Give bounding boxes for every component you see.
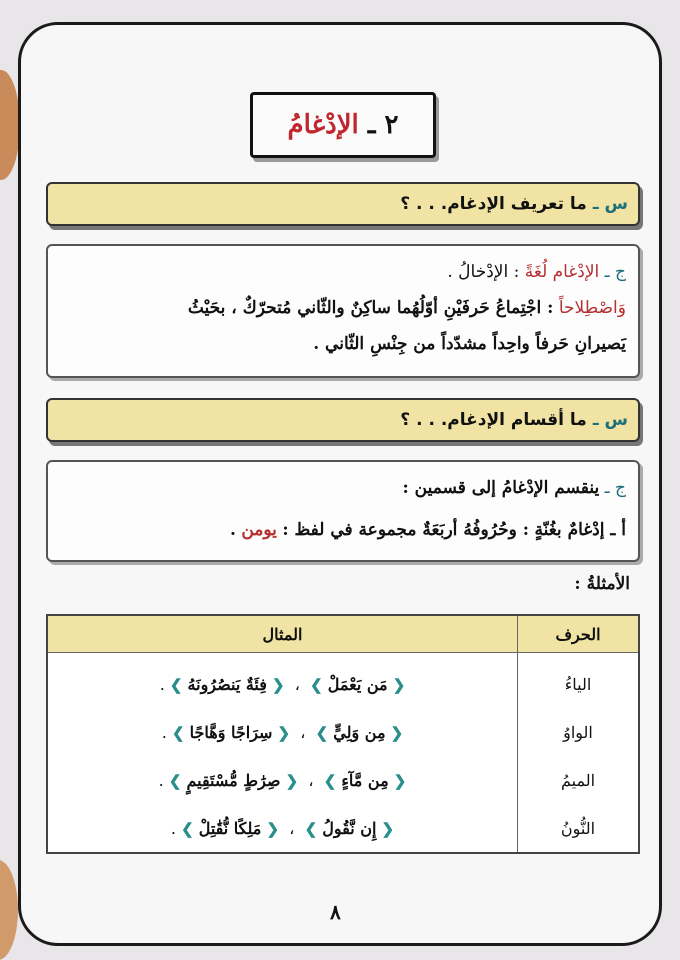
example-word: سِرَاجًا وَهَّاجًا xyxy=(189,722,273,742)
row-examples: ❮ إِن نَّقُولُ ❯ ، ❮ مَلِكًا نُّقَٰتِلْ ❯ . xyxy=(170,818,395,838)
example-word: إِن نَّقُولُ xyxy=(322,818,377,838)
ornament-close-icon: ❯ xyxy=(171,723,185,742)
technical-term: وَاصْطِلاحاً xyxy=(558,298,626,318)
question-box xyxy=(46,398,640,442)
linguistic-term: الإدْغام لُغَةً xyxy=(524,262,600,282)
ornament-close-icon: ❯ xyxy=(304,819,318,838)
header-letter: الحرف xyxy=(518,615,640,653)
question-text: ما أقسام الإدغام. . . ؟ xyxy=(400,410,587,430)
table-row xyxy=(47,653,639,709)
answer-box xyxy=(46,460,640,562)
examples-label: الأمثلةُ : xyxy=(574,574,630,594)
finger xyxy=(0,860,18,960)
line-end: . xyxy=(230,520,236,540)
letters-word: يومن xyxy=(241,520,277,540)
answer-box xyxy=(46,244,640,378)
answer-line xyxy=(60,470,626,506)
answer-intro: ينقسم الإدْغامُ إلى قسمين : xyxy=(402,478,600,498)
header-example: المثال xyxy=(47,615,518,653)
ornament-open-icon: ❮ xyxy=(390,723,404,742)
answer-line xyxy=(60,512,626,548)
answer-line xyxy=(60,290,626,326)
row-letter: الميمُ xyxy=(518,756,640,804)
table-row xyxy=(47,708,639,756)
answer-prefix: ج ـ xyxy=(604,478,626,498)
linguistic-definition: : الإدْخالُ . xyxy=(447,262,520,282)
section-title xyxy=(250,92,436,158)
technical-definition-cont: يَصيرانِ حَرفاً واحِداً مشدّداً من جِنْسِ الثّاني . xyxy=(313,334,626,354)
answer-line xyxy=(60,326,626,362)
table-row xyxy=(47,756,639,804)
category-text: : وحُرُوفُهُ أربَعَةٌ مجموعة في لفظ : xyxy=(282,520,530,540)
ornament-open-icon: ❮ xyxy=(381,819,395,838)
section-number: ٢ ـ xyxy=(367,110,399,140)
section-heading: الإدْغامُ xyxy=(287,110,359,140)
table-row xyxy=(47,804,639,853)
question-prefix: س ـ xyxy=(592,410,628,430)
question-text: ما تعريف الإدغام. . . ؟ xyxy=(400,194,587,214)
example-word: مِن مَّآءٍ xyxy=(341,770,389,790)
row-examples: ❮ مَن يَعْمَلْ ❯ ، ❮ فِئَةٌ يَنصُرُونَهُ ❯ . xyxy=(159,674,406,694)
row-examples: ❮ مِن وَلِيٍّ ❯ ، ❮ سِرَاجًا وَهَّاجًا ❯ . xyxy=(161,722,404,742)
technical-definition: : اجْتِماعُ حَرفَيْنِ أوّلُهُما ساكِنٌ والثّاني مُتحرّكٌ ، بحَيْثُ xyxy=(187,298,554,318)
question-prefix: س ـ xyxy=(592,194,628,214)
answer-prefix: ج ـ xyxy=(604,262,626,282)
ornament-open-icon: ❮ xyxy=(393,771,407,790)
category-label: أ ـ إدْغامٌ بغُنّةٍ xyxy=(534,520,626,540)
row-letter: الواوُ xyxy=(518,708,640,756)
ornament-close-icon: ❯ xyxy=(310,675,323,694)
example-word: مِن وَلِيٍّ xyxy=(333,722,386,742)
question-box xyxy=(46,182,640,226)
ornament-open-icon: ❮ xyxy=(266,819,280,838)
answer-line xyxy=(60,254,626,290)
ornament-open-icon: ❮ xyxy=(392,675,406,694)
ornament-close-icon: ❯ xyxy=(181,819,194,838)
example-word: مَن يَعْمَلْ xyxy=(327,674,388,694)
row-letter: النُّونُ xyxy=(518,804,640,853)
ornament-close-icon: ❯ xyxy=(169,675,183,694)
ornament-open-icon: ❮ xyxy=(272,675,285,694)
example-word: صِرَٰطٍ مُّسْتَقِيمٍ xyxy=(186,770,281,790)
example-word: مَلِكًا نُّقَٰتِلْ xyxy=(198,818,262,838)
examples-table xyxy=(46,614,640,854)
ornament-close-icon: ❯ xyxy=(168,771,182,790)
finger xyxy=(0,70,20,180)
row-letter: الياءُ xyxy=(518,653,640,709)
ornament-close-icon: ❯ xyxy=(315,723,329,742)
ornament-open-icon: ❮ xyxy=(285,771,299,790)
page-number: ٨ xyxy=(330,900,341,924)
table-header-row xyxy=(47,615,639,653)
row-examples: ❮ مِن مَّآءٍ ❯ ، ❮ صِرَٰطٍ مُّسْتَقِيمٍ ❯ . xyxy=(158,770,407,790)
ornament-close-icon: ❯ xyxy=(323,771,337,790)
ornament-open-icon: ❮ xyxy=(277,723,291,742)
example-word: فِئَةٌ يَنصُرُونَهُ xyxy=(187,674,267,694)
